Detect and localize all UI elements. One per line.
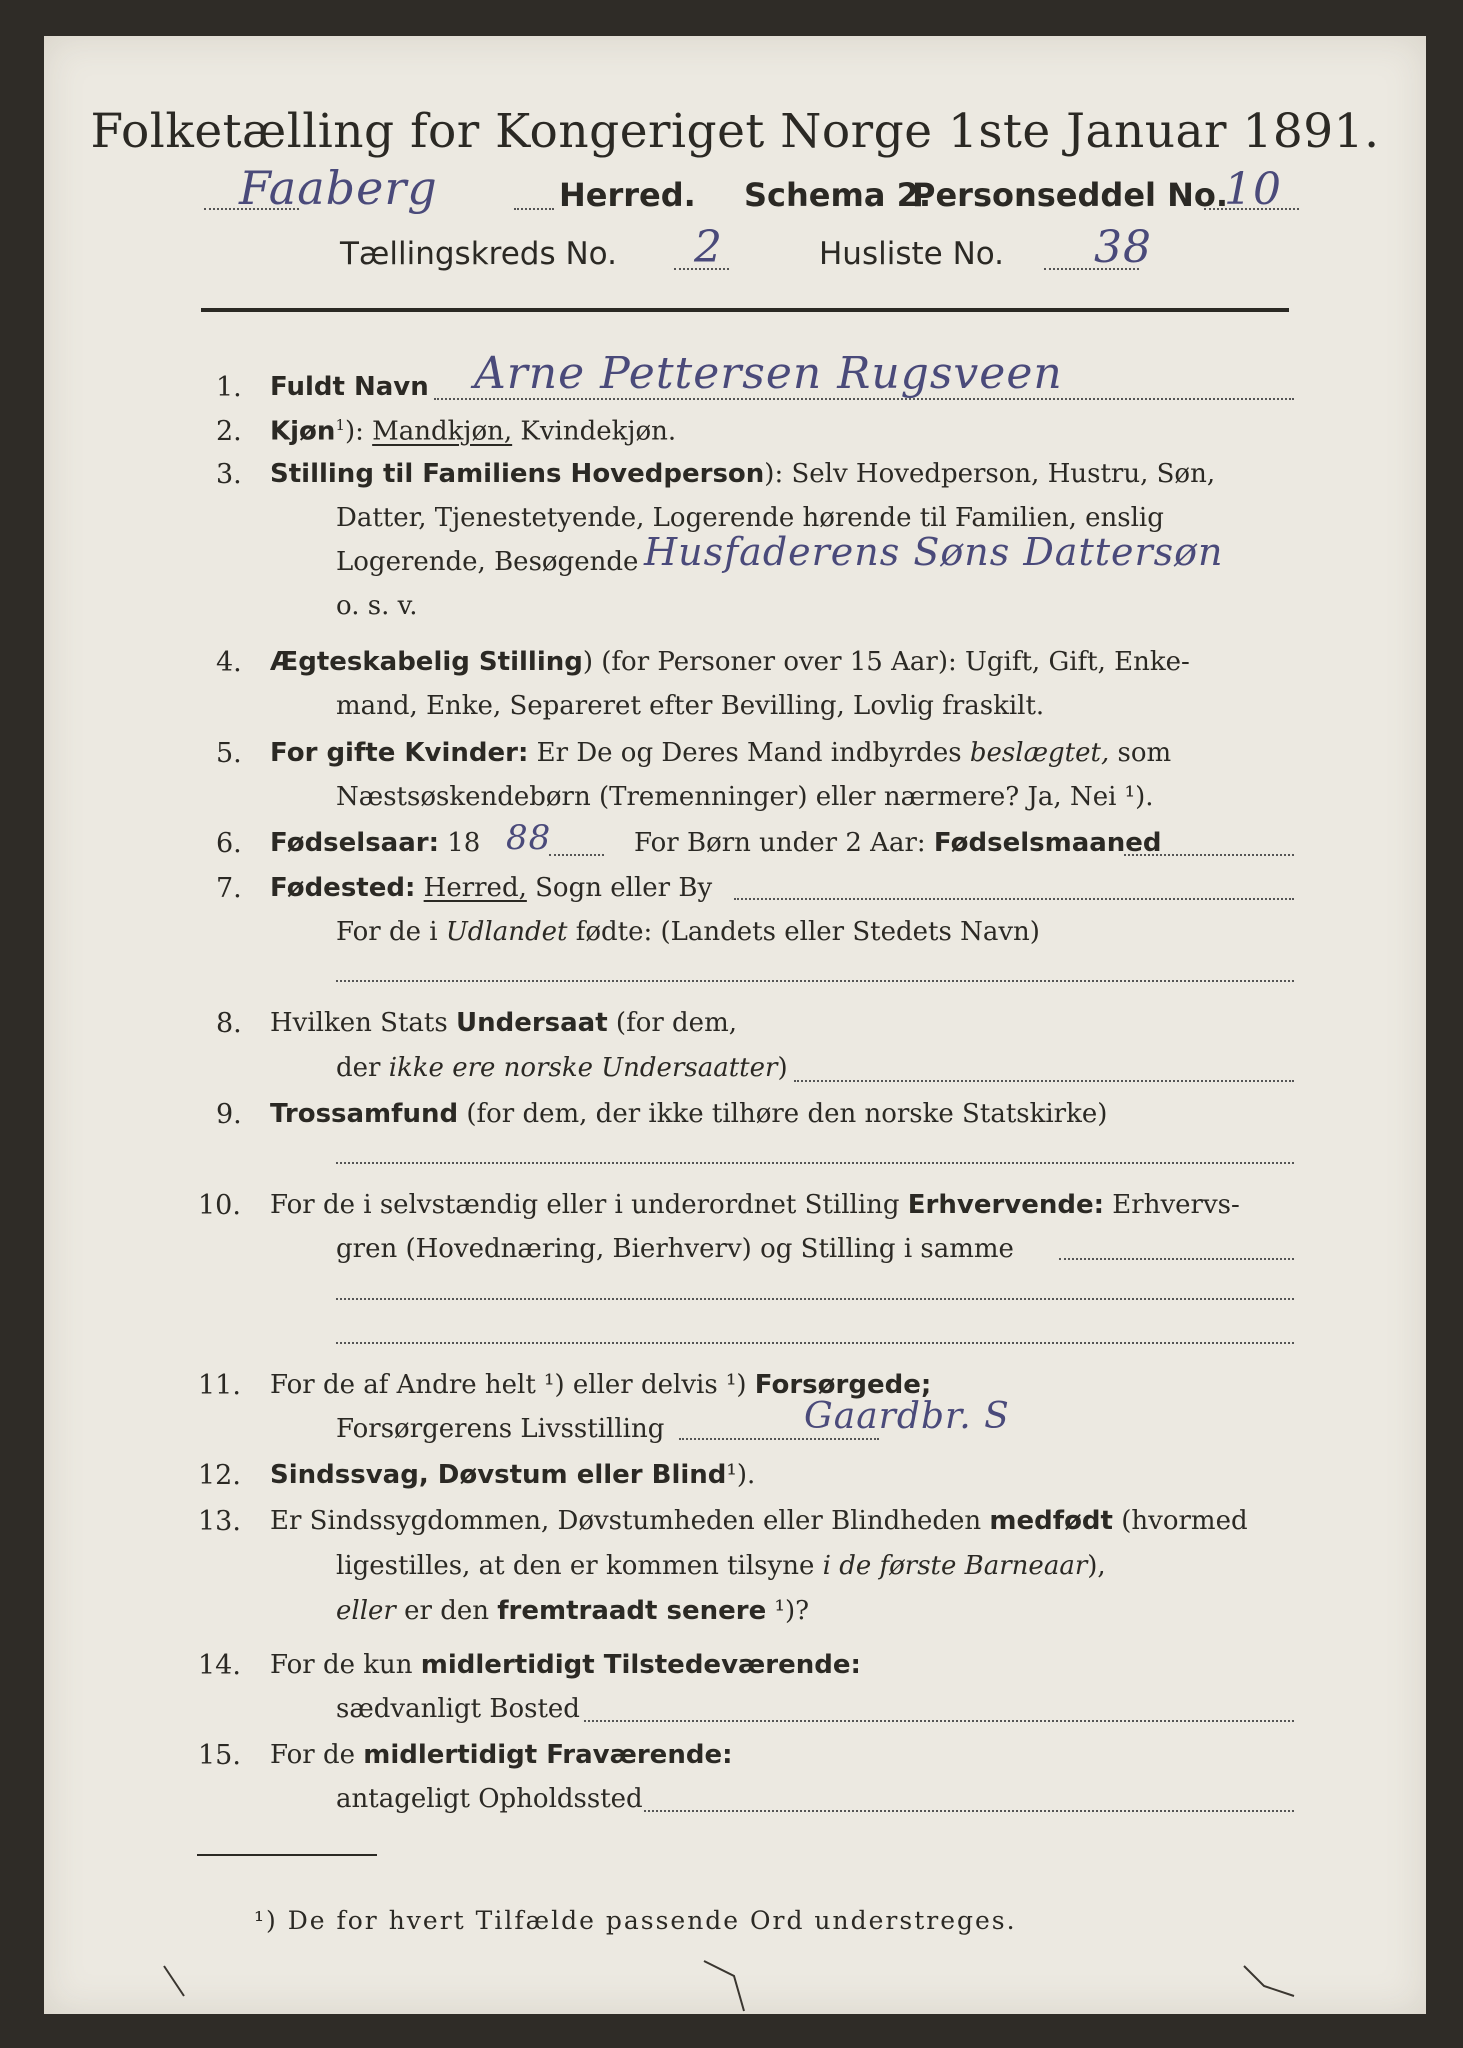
item-1-value: Arne Pettersen Rugsveen <box>474 348 1063 399</box>
husliste-label: Husliste No. <box>819 236 1005 272</box>
item-5-number: 5. <box>216 738 242 769</box>
item-2-label: Kjøn <box>270 416 336 447</box>
item-10-number: 10. <box>198 1190 241 1221</box>
item-8-line2-a: der <box>336 1053 389 1083</box>
item-4-line-2: mand, Enke, Separeret efter Bevilling, Lovlig fraskilt. <box>336 691 1045 721</box>
item-6-value: 88 <box>506 818 552 858</box>
item-5-label: For gifte Kvinder: <box>270 738 529 768</box>
kreds-label: Tællingskreds No. <box>340 236 617 272</box>
item-13-line1-b: (hvormed <box>1112 1506 1248 1536</box>
schema-label: Schema 2. <box>744 176 931 214</box>
footnote: ¹) De for hvert Tilfælde passende Ord understreges. <box>254 1906 1017 1935</box>
item-14-number: 14. <box>198 1650 241 1681</box>
item-13-line3-a: eller <box>336 1596 396 1626</box>
item-12-label: Sindssvag, Døvstum eller Blind <box>270 1460 727 1490</box>
item-6-label-2: Fødselsmaaned <box>933 828 1162 858</box>
item-5-text-a: Er De og Deres Mand indbyrdes <box>528 738 970 768</box>
item-15-line1-a: For de <box>270 1740 364 1770</box>
item-9-line1-text: (for dem, der ikke tilhøre den norske Statskirke) <box>458 1099 1108 1129</box>
item-11-line-2: Forsørgerens Livsstilling <box>336 1414 665 1444</box>
item-4-number: 4. <box>216 647 242 678</box>
item-6-prefix: 18 <box>439 828 481 858</box>
item-3-label: Stilling til Familiens Hovedperson <box>270 459 765 489</box>
item-6-rest: For Børn under 2 Aar: <box>634 828 934 858</box>
item-7-label: Fødested: <box>270 873 416 903</box>
item-3-value: Husfaderens Søns Dattersøn <box>644 530 1224 574</box>
item-5-text-b: beslægtet, <box>969 738 1110 768</box>
item-8-number: 8. <box>216 1008 242 1039</box>
item-14-label: midlertidigt Tilstedeværende: <box>420 1650 861 1680</box>
item-7-line2-a: For de i <box>336 917 446 947</box>
item-7-number: 7. <box>216 873 242 904</box>
item-11-line1-a: For de af Andre helt ¹) eller delvis ¹) <box>270 1370 755 1400</box>
item-13-line1-a: Er Sindssygdommen, Døvstumheden eller Blindheden <box>270 1506 990 1536</box>
item-2-number: 2. <box>216 416 242 447</box>
personseddel-value: 10 <box>1224 164 1282 215</box>
item-13-line2-a: ligestilles, at den er kommen tilsyne <box>336 1551 823 1581</box>
item-9-number: 9. <box>216 1099 242 1130</box>
item-10-line-2: gren (Hovednæring, Bierhverv) og Stilling i samme <box>336 1234 1014 1264</box>
item-1-label: Fuldt Navn <box>270 372 429 402</box>
item-2-opt-kvindekjon: Kvindekjøn. <box>512 416 677 447</box>
form-title: Folketælling for Kongeriget Norge 1ste Januar 1891. <box>90 104 1380 159</box>
item-7-line2-c: fødte: (Landets eller Stedets Navn) <box>567 917 1040 947</box>
item-7-rest: Sogn eller By <box>526 873 713 903</box>
husliste-value: 38 <box>1094 222 1152 273</box>
item-7-line2-b: Udlandet <box>445 917 568 947</box>
item-5-text-c: som <box>1109 738 1172 768</box>
personseddel-label: Personseddel No. <box>912 176 1229 214</box>
item-1-number: 1. <box>216 372 242 403</box>
item-4-label: Ægteskabelig Stilling <box>270 647 583 677</box>
item-10-line1-b: Erhvervs- <box>1104 1190 1240 1220</box>
item-14-line1-a: For de kun <box>270 1650 421 1680</box>
item-9-label: Trossamfund <box>270 1099 459 1129</box>
item-8-line2-c: ) <box>777 1053 788 1083</box>
item-3-line-4: o. s. v. <box>336 591 418 621</box>
item-5-line-2: Næstsøskendebørn (Tremenninger) eller nærmere? Ja, Nei ¹). <box>336 782 1154 812</box>
paper-marks <box>44 36 1426 2014</box>
item-6-number: 6. <box>216 828 242 859</box>
item-2-sup: 1 <box>335 416 345 434</box>
item-15-number: 15. <box>198 1740 241 1771</box>
item-15-label: midlertidigt Fraværende: <box>363 1740 733 1770</box>
item-3-line-2: Datter, Tjenestetyende, Logerende hørende til Familien, enslig <box>336 503 1164 533</box>
item-2-opt-mandkjon: Mandkjøn, <box>372 416 513 447</box>
item-13-line3-c: ¹)? <box>766 1596 810 1626</box>
item-13-number: 13. <box>198 1506 241 1537</box>
item-12-rest: ¹). <box>726 1460 756 1490</box>
item-13-line2-c: ), <box>1087 1551 1106 1581</box>
herred-value: Faaberg <box>239 161 438 215</box>
item-3-line1-text: ): Selv Hovedperson, Hustru, Søn, <box>764 459 1216 489</box>
item-13-label-2: fremtraadt senere <box>497 1596 767 1626</box>
item-12-number: 12. <box>198 1460 241 1491</box>
item-13-label: medfødt <box>989 1506 1113 1536</box>
item-8-line1-a: Hvilken Stats <box>270 1008 456 1038</box>
item-15-line-2: antageligt Opholdssted <box>336 1784 643 1814</box>
kreds-value: 2 <box>694 222 723 273</box>
item-13-line3-b: er den <box>395 1596 498 1626</box>
item-3-line-3: Logerende, Besøgende <box>336 547 639 577</box>
item-11-number: 11. <box>198 1370 241 1401</box>
item-14-line-2: sædvanligt Bosted <box>336 1694 580 1724</box>
item-10-label: Erhvervende: <box>907 1190 1105 1220</box>
item-10-line1-a: For de i selvstændig eller i underordnet Stilling <box>270 1190 908 1220</box>
item-2-rest: ): <box>344 416 373 447</box>
item-8-line2-b: ikke ere norske Undersaatter <box>388 1053 778 1083</box>
item-13-line2-b: i de første Barneaar <box>822 1551 1088 1581</box>
item-11-value: Gaardbr. S <box>804 1396 1010 1437</box>
item-11-label: Forsørgede; <box>754 1370 932 1400</box>
herred-label: Herred. <box>559 176 696 214</box>
census-form-page <box>44 36 1426 2014</box>
item-8-line1-b: (for dem, <box>607 1008 737 1038</box>
item-7-opt-herred: Herred, <box>423 873 527 903</box>
item-3-number: 3. <box>216 459 242 490</box>
item-6-label: Fødselsaar: <box>270 828 439 858</box>
item-4-line1-text: ) (for Personer over 15 Aar): Ugift, Gift, Enke- <box>582 647 1190 677</box>
item-8-label: Undersaat <box>455 1008 608 1038</box>
